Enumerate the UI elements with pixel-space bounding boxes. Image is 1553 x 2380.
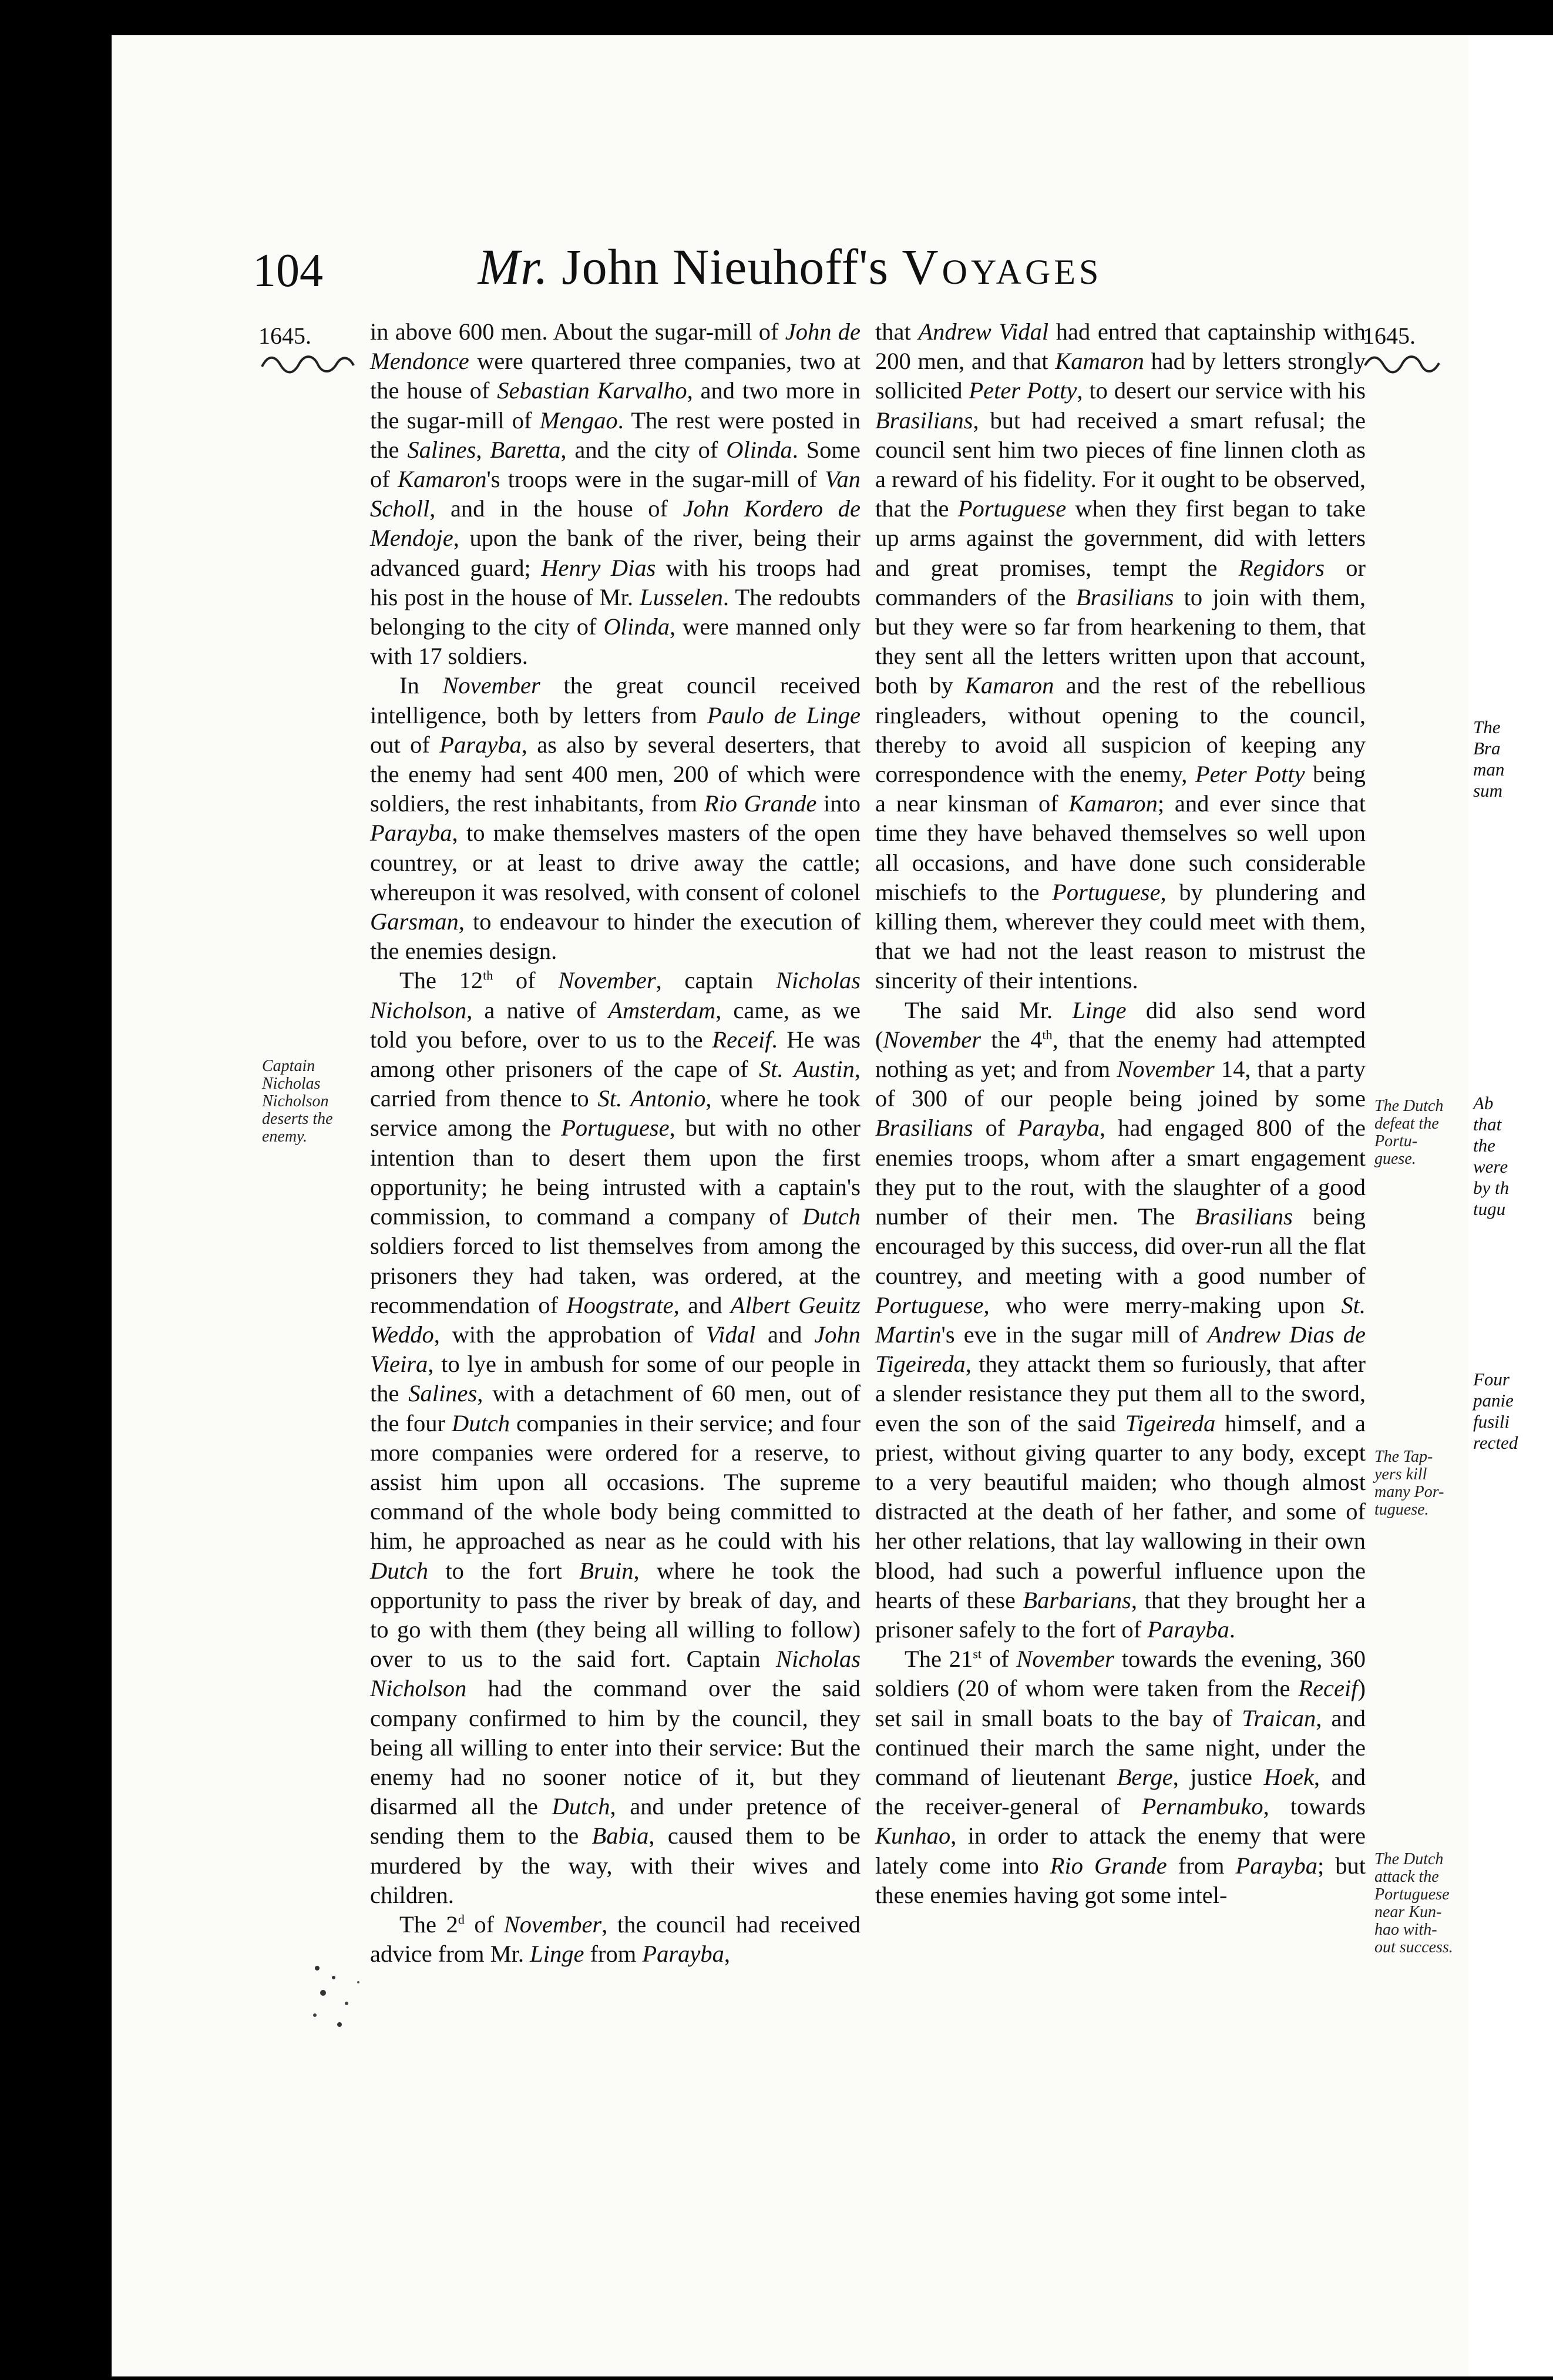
margin-note-line: The Dutch bbox=[1374, 1097, 1444, 1115]
margin-note-line: deserts the bbox=[262, 1110, 333, 1128]
paragraph: The 2$^d$ of November, the council had received advice from Mr. Linge from Parayba, bbox=[370, 1911, 860, 1968]
paragraph: in above 600 men. About the sugar-mill of John de Mendonce were quartered three companies, two at the house of Sebastian Karvalho, and two more in the sugar-mill of Mengao. The rest were posted in the Salines, Baretta, and the city of Olinda. Some of Kamaron's troops were in the sugar-mill of Van Scholl, and in the house of John Kordero de Mendoje, upon the bank of the river, being their advanced guard; Henry Dias with his troops had his post in the house of Mr. Lusselen. The redoubts belonging to the city of Olinda, were manned only with 17 soldiers. bbox=[370, 318, 861, 670]
margin-note-line: Captain bbox=[262, 1057, 315, 1075]
title-prefix: Mr. bbox=[478, 239, 549, 295]
margin-note-line: Portu- bbox=[1374, 1132, 1418, 1150]
edge-fragment: Four bbox=[1473, 1369, 1510, 1389]
paragraph: The 12th of November, captain Nicholas Nicholson, a native of Amsterdam, came, as we told you before, over to us to the Receif. He was among other prisoners of the cape of St. Austin, carried from thence to St. Antonio, where he took service among the Portuguese, but with no other intention than to desert them upon the first opportunity; he being intrusted with a captain's commission, to command a company of Dutch soldiers forced to list themselves from among the prisoners they had taken, was ordered, at the recommendation of Hoogstrate, and Albert Geuitz Weddo, with the approbation of Vidal and John Vieira, to lye in ambush for some of our people in the Salines, with a detachment of 60 men, out of the four Dutch companies in their service; and four more companies were ordered for a reserve, to assist him upon all occasions. The supreme command of the whole body being committed to him, he approached as near as he could with his Dutch to the fort Bruin, where he took the opportunity to pass the river by break of day, and to go with them (they being all willing to follow) over to us to the said fort. Captain Nicholas Nicholson had the command over the said company confirmed to him by the council, they being all willing to enter into their service: But the enemy had no sooner notice of it, but they disarmed all the Dutch, and under pretence of sending them to the Babia, caused them to be murdered by the way, with their wives and children. bbox=[370, 967, 861, 1908]
margin-note-line: defeat the bbox=[1374, 1115, 1439, 1133]
edge-fragment: panie bbox=[1473, 1390, 1514, 1411]
edge-fragment: the bbox=[1473, 1135, 1495, 1156]
text-column-right bbox=[875, 317, 1366, 1910]
margin-note-line: out success. bbox=[1374, 1938, 1453, 1956]
book-page bbox=[112, 35, 1468, 2376]
edge-fragment: Ab bbox=[1473, 1093, 1494, 1113]
year-left: 1645. bbox=[258, 323, 311, 349]
paragraph: The 21st of November towards the evening, 360 soldiers (20 of whom were taken from the Receif) set sail in small boats to the bay of Traican, and continued their march the same night, under the command of lieutenant Berge, justice Hoek, and the receiver-general of Pernambuko, towards Kunhao, in order to attack the enemy that were lately come into Rio Grande from Parayba; but these enemies having got some intel- bbox=[875, 1646, 1366, 1908]
edge-fragment: were bbox=[1473, 1156, 1508, 1177]
paragraph: In November the great council received intelligence, both by letters from Paulo de Linge out of Parayba, as also by several deserters, that the enemy had sent 400 men, 200 of which were soldiers, the rest inhabitants, from Rio Grande into Parayba, to make themselves masters of the open countrey, or at least to drive away the cattle; whereupon it was resolved, with consent of colonel Garsman, to endeavour to hinder the execution of the enemies design. bbox=[370, 672, 861, 965]
running-title bbox=[112, 237, 1468, 296]
paragraph: that Andrew Vidal had entred that captainship with 200 men, and that Kamaron had by letters strongly sollicited Peter Potty, to desert our service with his Brasilians, but had received a smart refusal; the council sent him two pieces of fine linnen cloth as a reward of his fidelity. For it ought to be observed, that the Portuguese when they first began to take up arms against the government, did with letters and great promises, tempt the Regidors or commanders of the Brasilians to join with them, but they were so far from hearkening to them, that they sent all the letters written upon that account, both by Kamaron and the rest of the rebellious ringleaders, without opening to the council, thereby to avoid all suspicion of keeping any correspondence with the enemy, Peter Potty being a near kinsman of Kamaron; and ever since that time they have behaved themselves so well upon all occasions, and have done such considerable mischiefs to the Portuguese, by plundering and killing them, wherever they could meet with them, that we had not the least reason to mistrust the sincerity of their intentions. bbox=[875, 318, 1366, 994]
edge-fragment: man bbox=[1473, 759, 1505, 780]
margin-note-line: Nicholson bbox=[262, 1092, 329, 1110]
margin-note-line: attack the bbox=[1374, 1868, 1439, 1886]
margin-note-line: The Tap- bbox=[1374, 1448, 1433, 1466]
ink-specks bbox=[305, 1956, 370, 2045]
swash-ornament-left bbox=[260, 353, 371, 376]
margin-note-line: many Por- bbox=[1374, 1483, 1444, 1501]
margin-note-captain-nicholson bbox=[262, 1058, 362, 1146]
title-name: John Nieuhoff's bbox=[562, 239, 889, 295]
year-right: 1645. bbox=[1363, 323, 1416, 349]
page-header bbox=[112, 212, 1468, 323]
adjacent-page-edge bbox=[1468, 35, 1553, 2376]
margin-note-line: guese. bbox=[1374, 1150, 1416, 1168]
margin-note-line: near Kun- bbox=[1374, 1903, 1442, 1921]
edge-fragment: tugu bbox=[1473, 1199, 1506, 1219]
edge-fragment: sum bbox=[1473, 780, 1502, 801]
edge-fragment: The bbox=[1473, 717, 1501, 737]
margin-note-line: Nicholas bbox=[262, 1075, 321, 1093]
margin-note-dutch-attack bbox=[1374, 1851, 1465, 1956]
edge-fragment: that bbox=[1473, 1114, 1502, 1134]
margin-note-dutch-defeat bbox=[1374, 1097, 1465, 1168]
edge-fragment: fusili bbox=[1473, 1411, 1510, 1432]
margin-note-line: The Dutch bbox=[1374, 1850, 1444, 1868]
margin-note-line: hao with- bbox=[1374, 1921, 1437, 1939]
edge-fragment: by th bbox=[1473, 1177, 1510, 1198]
edge-fragment: Bra bbox=[1473, 738, 1501, 758]
margin-note-many-portuguese bbox=[1374, 1448, 1465, 1519]
title-suffix: Voyages bbox=[902, 239, 1102, 295]
margin-note-line: enemy. bbox=[262, 1127, 307, 1146]
margin-note-line: yers kill bbox=[1374, 1465, 1427, 1483]
text-column-left bbox=[370, 317, 860, 1969]
margin-note-line: Portuguese bbox=[1374, 1885, 1450, 1904]
page-number: 104 bbox=[253, 245, 323, 297]
paragraph: The said Mr. Linge did also send word (November the 4th, that the enemy had attempted nothing as yet; and from November 14, that a party of 300 of our people being joined by some Brasilians of Parayba, had engaged 800 of the enemies troops, whom after a smart engagement they put to the rout, with the slaughter of a good number of their men. The Brasilians being encouraged by this success, did over-run all the flat countrey, and meeting with a good number of Portuguese, who were merry-making upon St. Martin's eve in the sugar mill of Andrew Dias de Tigeireda, they attackt them so furiously, that after a slender resistance they put them all to the sword, even the son of the said Tigeireda himself, and a priest, without giving quarter to any body, except to a very beautiful maiden; who though almost distracted at the death of her father, and some of her other relations, that lay wallowing in their own blood, had such a powerful influence upon the hearts of these Barbarians, that they brought her a prisoner safely to the fort of Parayba. bbox=[875, 996, 1366, 1643]
edge-fragment: rected bbox=[1473, 1432, 1518, 1453]
margin-note-line: tuguese. bbox=[1374, 1500, 1429, 1519]
swash-ornament-right bbox=[1363, 353, 1463, 376]
